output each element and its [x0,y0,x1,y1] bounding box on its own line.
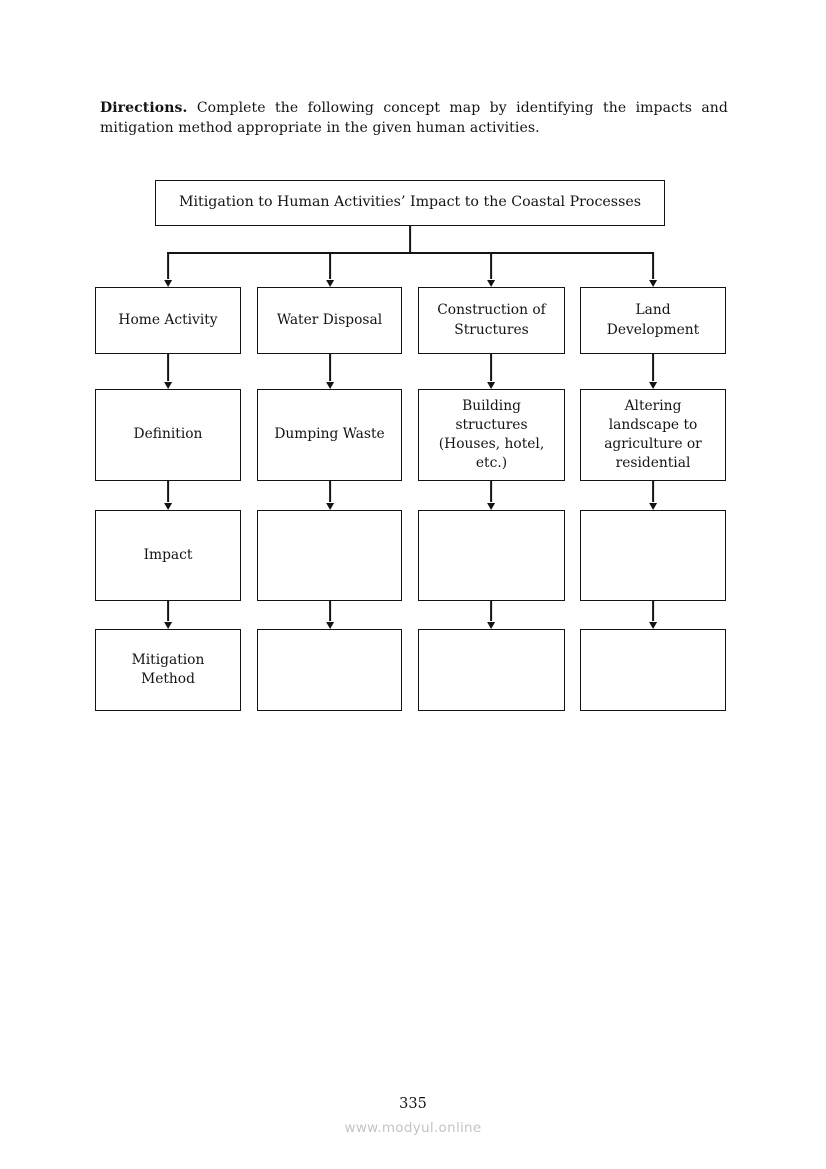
arrow-down-land-impact [652,481,654,502]
arrow-down-home-mitigation [167,601,169,621]
arrow-down-construction-activity [490,252,492,279]
box-land-impact [580,510,726,601]
arrow-down-construction-definition [490,354,492,381]
connector-stem [409,226,411,254]
arrow-down-home-activity [167,252,169,279]
arrow-down-land-mitigation [652,601,654,621]
arrow-down-home-impact [167,481,169,502]
box-construction-definition: Building structures (Houses, hotel, etc.) [418,389,565,481]
box-water-activity: Water Disposal [257,287,402,354]
box-land-activity: Land Development [580,287,726,354]
arrow-down-water-activity [329,252,331,279]
box-home-definition: Definition [95,389,241,481]
page-number: 335 [399,1096,427,1112]
directions [100,99,728,139]
root-box: Mitigation to Human Activities’ Impact to the Coastal Processes [155,180,665,226]
arrow-down-water-definition [329,354,331,381]
box-home-mitigation: Mitigation Method [95,629,241,711]
arrow-down-land-definition [652,354,654,381]
box-home-impact: Impact [95,510,241,601]
arrow-down-water-mitigation [329,601,331,621]
arrow-down-water-impact [329,481,331,502]
box-water-mitigation [257,629,402,711]
watermark: www.modyul.online [344,1120,482,1136]
connector-crossbar [167,252,654,254]
directions-label: Directions. [100,100,188,116]
directions-text: Complete the following concept map by identifying the impacts and mitigation method appropriate in the given human activities. [100,100,728,136]
box-land-mitigation [580,629,726,711]
arrow-down-land-activity [652,252,654,279]
box-construction-mitigation [418,629,565,711]
box-land-definition: Altering landscape to agriculture or residential [580,389,726,481]
arrow-down-construction-mitigation [490,601,492,621]
box-construction-impact [418,510,565,601]
box-home-activity: Home Activity [95,287,241,354]
box-water-definition: Dumping Waste [257,389,402,481]
arrow-down-construction-impact [490,481,492,502]
arrow-down-home-definition [167,354,169,381]
box-water-impact [257,510,402,601]
box-construction-activity: Construction of Structures [418,287,565,354]
